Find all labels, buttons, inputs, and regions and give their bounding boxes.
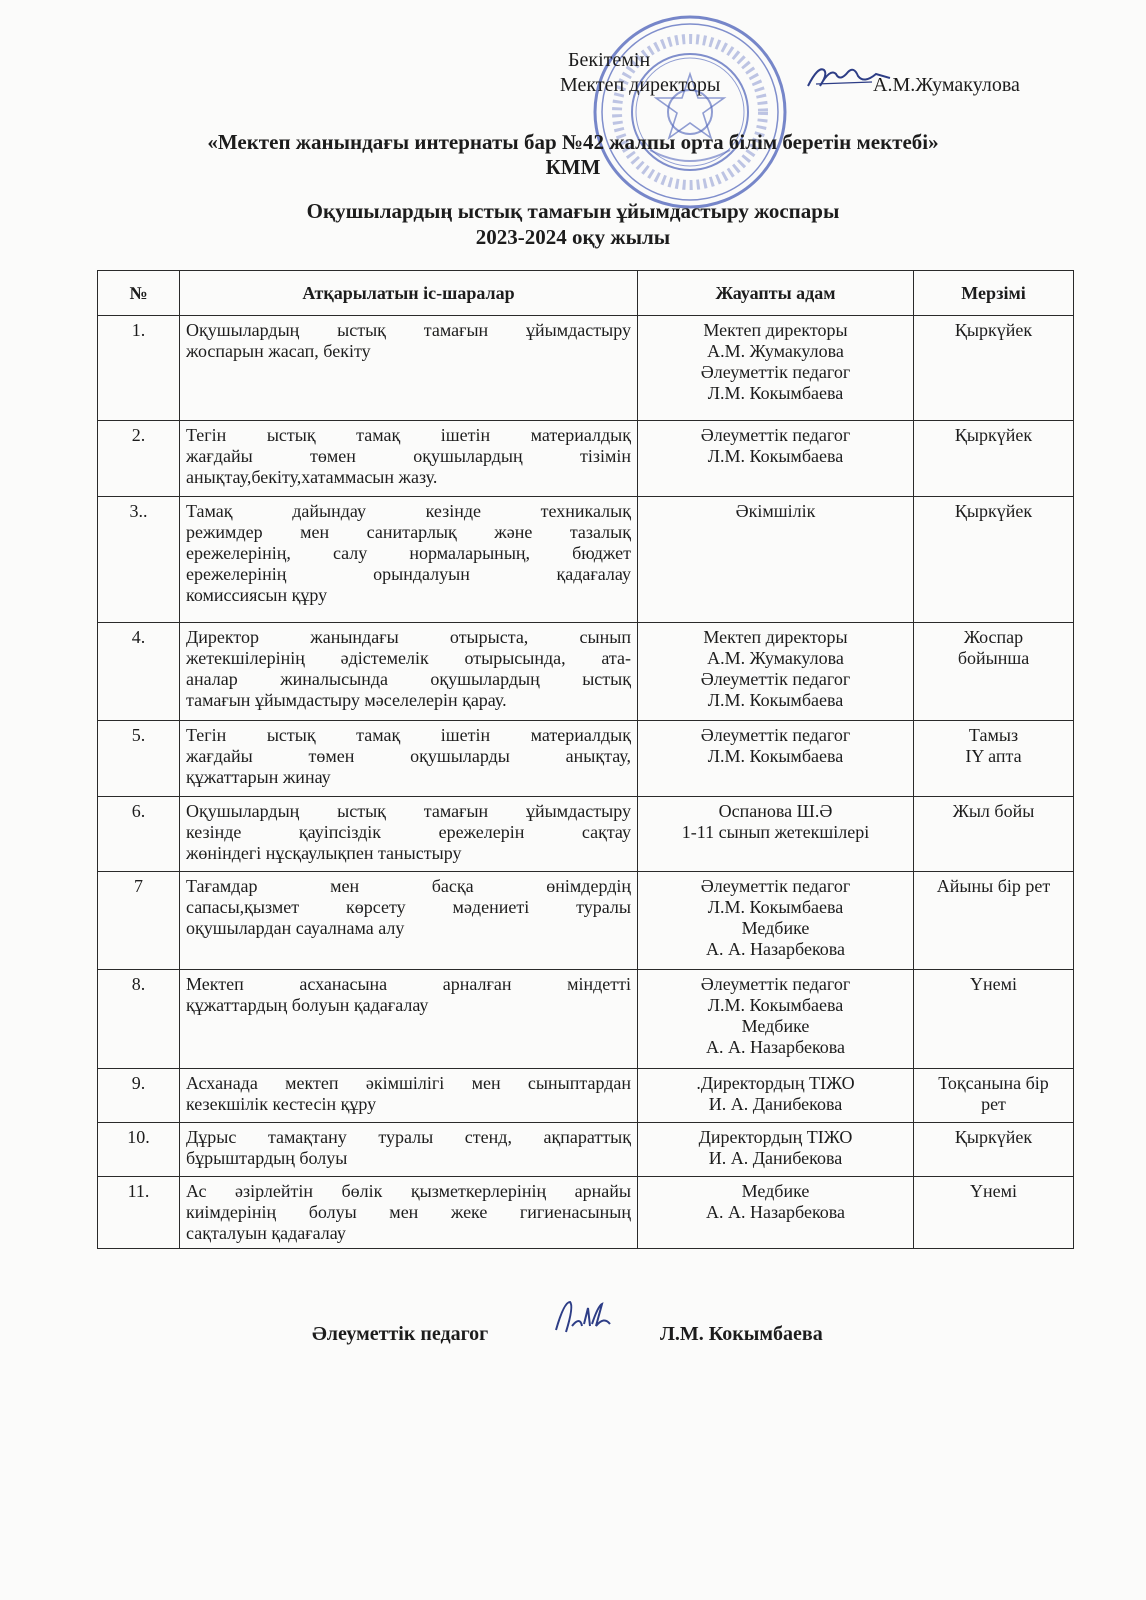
activity-cell-line: құжаттарын жинау (186, 767, 331, 787)
deadline-cell (914, 970, 1074, 1069)
title-line-4: 2023-2024 оқу жылы (475, 225, 671, 249)
activity-cell-line: Асханада мектеп әкімшілігі мен сыныптардан (186, 1073, 631, 1093)
activity-cell-line: жағдайы төмен оқушыларды анықтау, (186, 746, 631, 766)
responsible-cell-line: .Директордың ТІЖО (696, 1073, 855, 1093)
column-header: Жауапты адам (638, 271, 914, 316)
activity-cell-line: анықтау,бекіту,хатаммасын жазу. (186, 467, 438, 487)
deadline-cell (914, 497, 1074, 623)
column-header: Мерзімі (914, 271, 1074, 316)
responsible-cell-line: Оспанова Ш.Ә (718, 801, 833, 821)
deadline-cell (914, 1069, 1074, 1123)
responsible-cell-line: Әлеуметтік педагог (700, 362, 851, 382)
activity-cell-line: жөніндегі нұсқаулықпен таныстыру (186, 843, 462, 863)
responsible-cell-line: Л.М. Кокымбаева (707, 690, 844, 710)
responsible-cell-line: Директордың ТІЖО (698, 1127, 853, 1147)
activity-cell-line: Тегін ыстық тамақ ішетін материалдық (186, 425, 631, 445)
deadline-cell-line: Тоқсанына бір (938, 1073, 1049, 1093)
responsible-cell (638, 623, 914, 721)
deadline-cell-line: бойынша (957, 648, 1030, 668)
responsible-cell-line: Әлеуметтік педагог (700, 425, 851, 445)
responsible-cell-line: Мектеп директоры (703, 320, 848, 340)
deadline-cell-line: Жыл бойы (952, 801, 1035, 821)
table-row (98, 497, 1074, 623)
activity-cell-line: Оқушылардың ыстық тамағын ұйымдастыру (186, 801, 631, 821)
responsible-cell-line: Әлеуметтік педагог (700, 725, 851, 745)
deadline-cell-line: Қыркүйек (954, 501, 1033, 521)
activity-cell (180, 497, 638, 623)
activity-cell-line: Тамақ дайындау кезінде техникалық (186, 501, 631, 521)
responsible-cell-line: А. А. Назарбекова (705, 1202, 846, 1222)
activity-cell (180, 1069, 638, 1123)
title-line-1: «Мектеп жанындағы интернаты бар №42 жалпы орта білім беретін мектебі» (207, 130, 939, 154)
responsible-cell-line: Л.М. Кокымбаева (707, 995, 844, 1015)
school-stamp (590, 12, 790, 212)
responsible-cell-line: И. А. Данибекова (708, 1094, 843, 1114)
responsible-cell-line: Л.М. Кокымбаева (707, 897, 844, 917)
activity-cell-line: Дұрыс тамақтану туралы стенд, ақпараттық (186, 1127, 631, 1147)
activity-cell-line: кезекшілік кестесін құру (186, 1094, 377, 1114)
approval-position: Мектеп директоры (560, 74, 721, 96)
responsible-cell (638, 970, 914, 1069)
activity-cell-line: Мектеп асханасына арналған міндетті (186, 974, 631, 994)
row-number: 3.. (98, 497, 180, 623)
activity-cell-line: Оқушылардың ыстық тамағын ұйымдастыру (186, 320, 631, 340)
activity-cell (180, 1177, 638, 1249)
deadline-cell (914, 797, 1074, 872)
deadline-cell-line: Қыркүйек (954, 1127, 1033, 1147)
responsible-cell-line: Л.М. Кокымбаева (707, 446, 844, 466)
row-number: 1. (98, 316, 180, 421)
responsible-cell-line: Әлеуметтік педагог (700, 669, 851, 689)
responsible-cell (638, 316, 914, 421)
responsible-cell-line: Мектеп директоры (703, 627, 848, 647)
responsible-cell-line: А.М. Жумакулова (707, 648, 844, 668)
activity-cell-line: оқушылардан сауалнама алу (186, 918, 405, 938)
column-header: № (98, 271, 180, 316)
row-number: 5. (98, 721, 180, 797)
responsible-cell-line: И. А. Данибекова (708, 1148, 843, 1168)
activity-cell-line: жағдайы төмен оқушылардың тізімін (186, 446, 631, 466)
deadline-cell-line: Тамыз (968, 725, 1019, 745)
deadline-cell (914, 872, 1074, 970)
responsible-cell (638, 497, 914, 623)
table-row (98, 797, 1074, 872)
row-number: 2. (98, 421, 180, 497)
deadline-cell (914, 316, 1074, 421)
responsible-cell (638, 721, 914, 797)
activity-cell (180, 970, 638, 1069)
responsible-cell (638, 1123, 914, 1177)
activity-cell-line: құжаттардың болуын қадағалау (186, 995, 429, 1015)
responsible-cell (638, 1069, 914, 1123)
activity-cell-line: тамағын ұйымдастыру мәселелерін қарау. (186, 690, 507, 710)
activity-cell-line: аналар жиналысында оқушылардың ыстық (186, 669, 631, 689)
activity-cell (180, 421, 638, 497)
responsible-cell-line: Медбике (741, 1181, 810, 1201)
deadline-cell-line: рет (981, 1094, 1006, 1114)
responsible-cell-line: Әлеуметтік педагог (700, 974, 851, 994)
title-line-3: Оқушылардың ыстық тамағын ұйымдастыру жоспары (306, 199, 840, 223)
table-row (98, 721, 1074, 797)
deadline-cell (914, 421, 1074, 497)
approval-block (560, 48, 1020, 98)
row-number: 8. (98, 970, 180, 1069)
activity-cell (180, 623, 638, 721)
plan-table (97, 270, 1074, 1249)
row-number: 9. (98, 1069, 180, 1123)
deadline-cell (914, 721, 1074, 797)
activity-cell (180, 721, 638, 797)
activity-cell (180, 797, 638, 872)
responsible-cell (638, 797, 914, 872)
row-number: 10. (98, 1123, 180, 1177)
activity-cell-line: Тегін ыстық тамақ ішетін материалдық (186, 725, 631, 745)
responsible-cell-line: А. А. Назарбекова (705, 1037, 846, 1057)
table-header-row (98, 271, 1074, 316)
activity-cell-line: жоспарын жасап, бекіту (186, 341, 371, 361)
table-row (98, 872, 1074, 970)
activity-cell-line: Директор жанындағы отырыста, сынып (186, 627, 631, 647)
responsible-cell-line: Әкімшілік (735, 501, 816, 521)
deadline-cell-line: Үнемі (969, 974, 1017, 994)
activity-cell-line: кезінде қауіпсіздік ережелерін сақтау (186, 822, 631, 842)
row-number: 7 (98, 872, 180, 970)
table-row (98, 1177, 1074, 1249)
title-line-2: КММ (545, 155, 601, 179)
director-signature (804, 60, 894, 96)
responsible-cell (638, 872, 914, 970)
activity-cell-line: жетекшілерінің әдістемелік отырысында, ата- (186, 648, 631, 668)
responsible-cell (638, 1177, 914, 1249)
deadline-cell-line: Жоспар (963, 627, 1024, 647)
column-header: Атқарылатын іс-шаралар (180, 271, 638, 316)
responsible-cell (638, 421, 914, 497)
table-row (98, 1069, 1074, 1123)
activity-cell-line: киімдерінің болуы мен жеке гигиенасының (186, 1202, 631, 1222)
footer-role: Әлеуметтік педагог (312, 1323, 489, 1345)
row-number: 6. (98, 797, 180, 872)
responsible-cell-line: Л.М. Кокымбаева (707, 746, 844, 766)
activity-cell-line: ережелерінің, салу нормаларының, бюджет (186, 543, 631, 563)
table-row (98, 316, 1074, 421)
approval-label: Бекітемін (568, 49, 651, 71)
deadline-cell-line: Қыркүйек (954, 320, 1033, 340)
deadline-cell-line: Қыркүйек (954, 425, 1033, 445)
activity-cell-line: Ас әзірлейтін бөлік қызметкерлерінің арнайы (186, 1181, 631, 1201)
responsible-cell-line: Медбике (741, 1016, 810, 1036)
table-row (98, 623, 1074, 721)
row-number: 4. (98, 623, 180, 721)
activity-cell-line: сақталуын қадағалау (186, 1223, 346, 1243)
row-number: 11. (98, 1177, 180, 1249)
activity-cell-line: комиссиясын құру (186, 585, 328, 605)
responsible-cell-line: Әлеуметтік педагог (700, 876, 851, 896)
activity-cell (180, 316, 638, 421)
activity-cell-line: сапасы,қызмет көрсету мәдениеті туралы (186, 897, 631, 917)
pedagog-signature (548, 1296, 628, 1340)
table-row (98, 421, 1074, 497)
responsible-cell-line: А. А. Назарбекова (705, 939, 846, 959)
table-body (98, 316, 1074, 1249)
deadline-cell (914, 1123, 1074, 1177)
table-row (98, 970, 1074, 1069)
deadline-cell-line: Үнемі (969, 1181, 1017, 1201)
approval-name: А.М.Жумакулова (873, 74, 1020, 96)
activity-cell-line: бұрыштардың болуы (186, 1148, 348, 1168)
responsible-cell-line: Медбике (741, 918, 810, 938)
activity-cell-line: ережелерінің орындалуын қадағалау (186, 564, 631, 584)
activity-cell (180, 872, 638, 970)
activity-cell (180, 1123, 638, 1177)
responsible-cell-line: А.М. Жумакулова (707, 341, 844, 361)
responsible-cell-line: 1-11 сынып жетекшілері (681, 822, 870, 842)
deadline-cell (914, 1177, 1074, 1249)
deadline-cell (914, 623, 1074, 721)
table-row (98, 1123, 1074, 1177)
deadline-cell-line: IY апта (965, 746, 1022, 766)
footer-name: Л.М. Кокымбаева (660, 1323, 823, 1345)
deadline-cell-line: Айыны бір рет (936, 876, 1051, 896)
activity-cell-line: режимдер мен санитарлық және тазалық (186, 522, 631, 542)
activity-cell-line: Тағамдар мен басқа өнімдердің (186, 876, 631, 896)
responsible-cell-line: Л.М. Кокымбаева (707, 383, 844, 403)
